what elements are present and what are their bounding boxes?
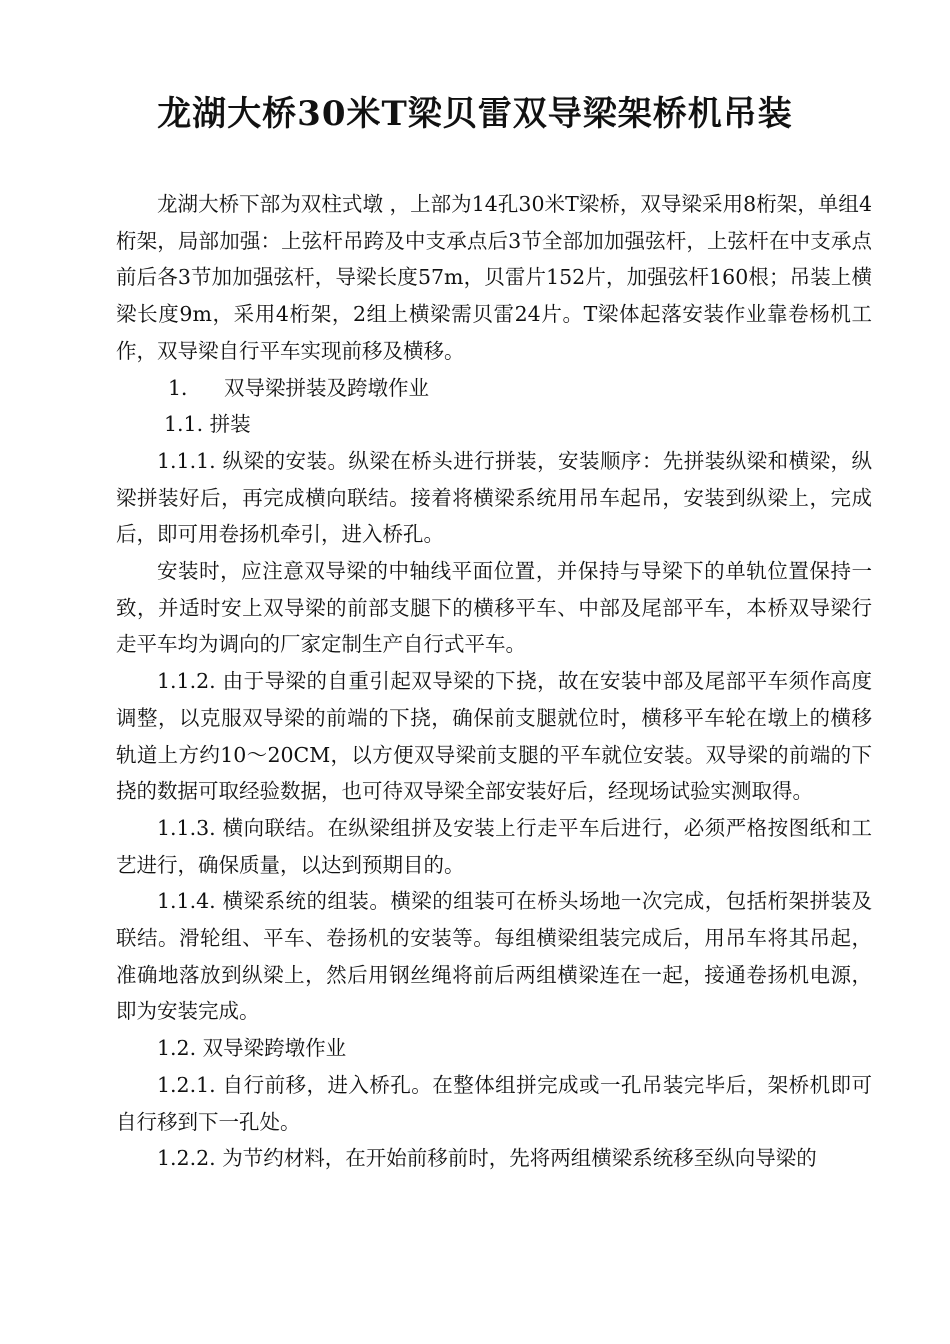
intro-paragraph: 龙湖大桥下部为双柱式墩 ，上部为14孔30米T梁桥，双导梁采用8桁架，单组4桁架，局部加强：上弦杆吊跨及中支承点后3节全部加加强弦杆，上弦杆在中支承点前后各3节加加强弦杆，导梁长度57m，贝雷片152片，加强弦杆160根；吊装上横梁长度9m，采用4桁架，2组上横梁需贝雷24片。T梁体起落安装作业靠卷杨机工作，双导梁自行平车实现前移及横移。 [116,192,872,363]
document-body [116,186,872,1177]
document-title: 龙湖大桥30米T梁贝雷双导梁架桥机吊装 [157,94,793,134]
paragraph-1-1-3: 1.1.3. 横向联结。在纵梁组拼及安装上行走平车后进行，必须严格按图纸和工艺进行，确保质量，以达到预期目的。 [116,815,872,877]
section-1-heading [116,370,872,407]
paragraph-1-2-2: 1.2.2. 为节约材料，在开始前移前时，先将两组横梁系统移至纵向导梁的 [157,1146,817,1171]
paragraph-install-notes: 安装时，应注意双导梁的中轴线平面位置，并保持与导梁下的单轨位置保持一致，并适时安上双导梁的前部支腿下的横移平车、中部及尾部平车，本桥双导梁行走平车均为调向的厂家定制生产自行式平车。 [116,559,872,657]
paragraph-1-1-4: 1.1.4. 横梁系统的组装。横梁的组装可在桥头场地一次完成，包括桁架拼装及联结。滑轮组、平车、卷扬机的安装等。每组横梁组装完成后，用吊车将其吊起，准确地落放到纵梁上，然后用钢丝绳将前后两组横梁连在一起，接通卷扬机电源，即为安装完成。 [116,889,872,1024]
paragraph-1-1-1: 1.1.1. 纵梁的安装。纵梁在桥头进行拼装，安装顺序：先拼装纵梁和横梁，纵梁拼装好后，再完成横向联结。接着将横梁系统用吊车起吊，安装到纵梁上，完成后，即可用卷扬机牵引，进入桥孔。 [116,448,872,547]
section-1-title: 双导梁拼装及跨墩作业 [224,375,429,400]
section-1-1-heading: 1.1. 拼装 [164,412,251,437]
section-1-2-heading: 1.2. 双导梁跨墩作业 [157,1036,347,1061]
paragraph-1-1-2: 1.1.2. 由于导梁的自重引起双导梁的下挠，故在安装中部及尾部平车须作高度调整，以克服双导梁的前端的下挠，确保前支腿就位时，横移平车轮在墩上的横移轨道上方约10～20CM，以方便双导梁前支腿的平车就位安装。双导梁的前端的下挠的数据可取经验数据，也可待双导梁全部安装好后，经现场试验实测取得。 [116,669,872,804]
paragraph-1-2-1: 1.2.1. 自行前移，进入桥孔。在整体组拼完成或一孔吊装完毕后，架桥机即可自行移到下一孔处。 [116,1072,872,1134]
section-1-number: 1． [168,375,202,400]
